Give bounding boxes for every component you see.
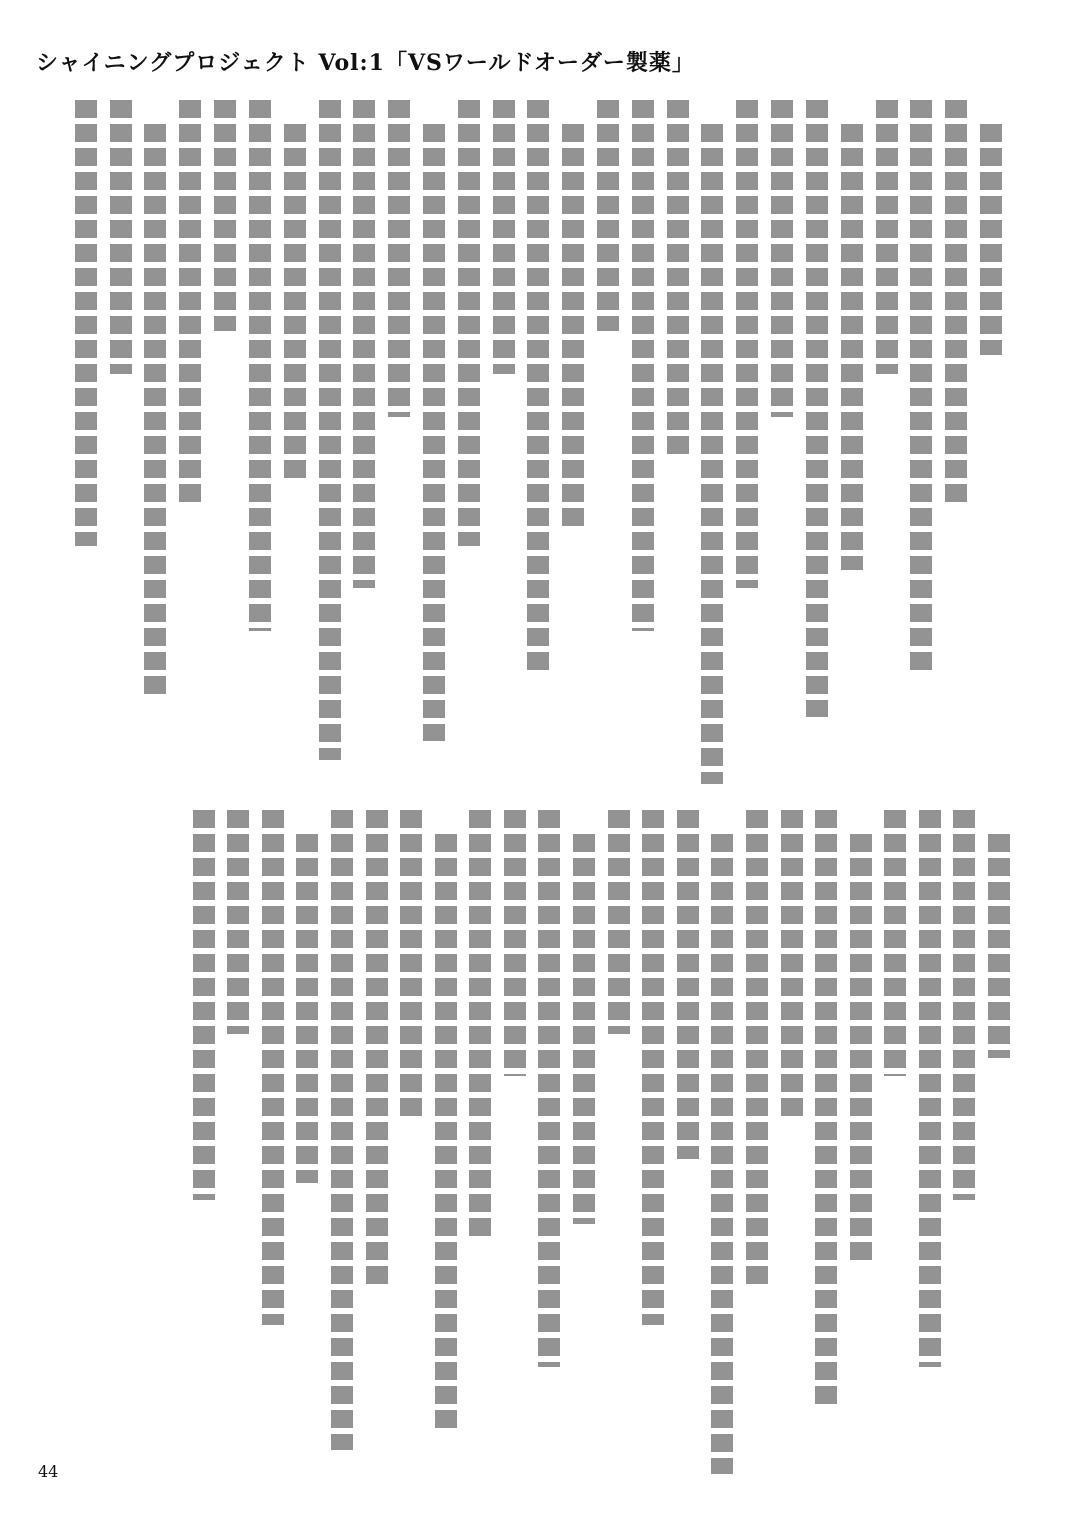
text-column xyxy=(945,100,967,503)
text-column xyxy=(493,100,515,374)
text-column xyxy=(262,810,284,1325)
text-column xyxy=(284,124,306,484)
text-column xyxy=(179,100,201,503)
text-column xyxy=(193,810,215,1200)
text-column xyxy=(388,100,410,417)
text-column xyxy=(458,100,480,546)
text-column xyxy=(736,100,758,588)
text-column xyxy=(366,810,388,1284)
text-column xyxy=(110,100,132,374)
text-column xyxy=(632,100,654,631)
text-column xyxy=(953,810,975,1200)
text-column xyxy=(400,810,422,1117)
text-column xyxy=(642,810,664,1325)
text-column xyxy=(227,810,249,1034)
text-column xyxy=(562,124,584,527)
text-column xyxy=(988,834,1010,1058)
text-column xyxy=(910,100,932,674)
text-column xyxy=(746,810,768,1284)
text-column xyxy=(144,124,166,698)
text-column xyxy=(538,810,560,1367)
text-column xyxy=(504,810,526,1076)
text-column xyxy=(75,100,97,546)
text-column xyxy=(701,124,723,784)
text-column xyxy=(214,100,236,331)
text-column xyxy=(771,100,793,417)
text-column xyxy=(319,100,341,760)
text-column xyxy=(711,834,733,1474)
text-column xyxy=(573,834,595,1224)
text-column xyxy=(527,100,549,674)
text-column xyxy=(469,810,491,1242)
text-column xyxy=(296,834,318,1183)
upper-text-block xyxy=(62,100,1002,760)
text-column xyxy=(667,100,689,460)
text-column xyxy=(353,100,375,588)
page-number: 44 xyxy=(38,1462,59,1481)
text-column xyxy=(919,810,941,1367)
running-header: シャイニングプロジェクト Vol:1「VSワールドオーダー製薬」 xyxy=(36,50,695,76)
text-column xyxy=(841,124,863,570)
text-column xyxy=(876,100,898,374)
text-column xyxy=(331,810,353,1450)
text-column xyxy=(815,810,837,1408)
text-column xyxy=(435,834,457,1432)
text-column xyxy=(249,100,271,631)
text-column xyxy=(423,124,445,741)
text-column xyxy=(884,810,906,1076)
text-column xyxy=(608,810,630,1034)
text-column xyxy=(850,834,872,1266)
text-column xyxy=(677,810,699,1159)
text-column xyxy=(806,100,828,717)
lower-text-block xyxy=(180,810,1010,1450)
text-column xyxy=(980,124,1002,355)
text-column xyxy=(781,810,803,1117)
text-column xyxy=(597,100,619,331)
